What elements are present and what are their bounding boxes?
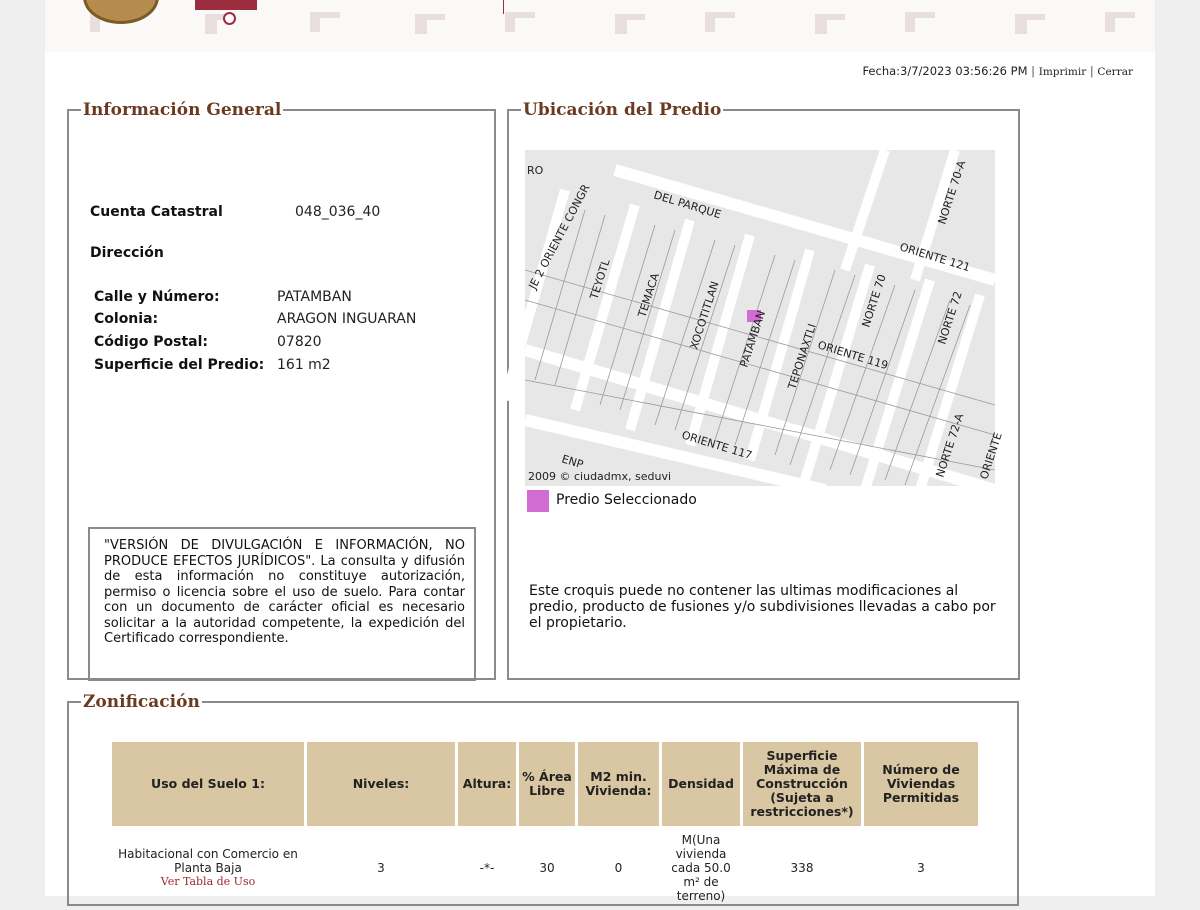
logo-divider <box>503 0 504 14</box>
selected-parcel-legend: Predio Seleccionado <box>556 492 697 508</box>
codigo-postal-value: 07820 <box>277 334 322 350</box>
info-general-title: Información General <box>83 100 282 120</box>
map-label: JE 2 ORIENTE CONGR <box>526 182 593 292</box>
zonificacion-table <box>109 742 981 910</box>
col-densidad: Densidad <box>662 742 740 826</box>
zonificacion-title: Zonificación <box>83 692 200 712</box>
map-note: Este croquis puede no contener las ultimas modificaciones al predio, producto de fusiones y/o subdivisiones llevadas a cabo por el propietario. <box>529 583 996 631</box>
map-canvas <box>525 150 1005 486</box>
cuenta-value: 048_036_40 <box>295 204 381 220</box>
map-label: ORIENTE <box>977 430 1005 481</box>
colonia-value: ARAGON INGUARAN <box>277 311 417 327</box>
imprimir-link[interactable]: Imprimir <box>1038 66 1087 78</box>
cuenta-label: Cuenta Catastral <box>90 204 223 220</box>
info-general-panel <box>67 100 496 680</box>
direccion-label: Dirección <box>90 245 164 261</box>
map-label: ORIENTE 117 <box>680 428 754 463</box>
col-m2-min: M2 min. Vivienda: <box>578 742 659 826</box>
location-map[interactable] <box>525 150 1005 486</box>
calle-label: Calle y Número: <box>94 289 220 305</box>
map-label: TEMACA <box>635 271 662 319</box>
map-credit: 2009 © ciudadmx, seduvi <box>528 470 672 483</box>
col-superficie-max: Superficie Máxima de Construcción (Sujeta a restricciones*) <box>743 742 861 826</box>
fecha-text: Fecha:3/7/2023 03:56:26 PM <box>862 64 1028 78</box>
col-num-viviendas: Número de Viviendas Permitidas <box>864 742 978 826</box>
cell-viviendas: 3 <box>917 861 925 875</box>
col-area-libre: % Área Libre <box>519 742 575 826</box>
map-label: ORIENTE 119 <box>816 338 890 373</box>
map-label: ENP <box>560 452 585 472</box>
cell-m2-min: 0 <box>614 861 623 875</box>
map-label: TEPONAXTLI <box>785 322 819 391</box>
header-meta: Fecha:3/7/2023 03:56:26 PM | Imprimir | Cerrar <box>862 64 1133 78</box>
agency-logo <box>195 0 257 10</box>
cell-altura: -*- <box>479 861 495 875</box>
header-banner <box>45 0 1155 52</box>
col-uso-suelo: Uso del Suelo 1: <box>112 742 304 826</box>
zonificacion-panel <box>67 692 1019 906</box>
map-label: PATAMBAN <box>737 309 769 369</box>
ubicacion-panel <box>507 100 1020 680</box>
map-label: ORIENTE 121 <box>898 240 972 275</box>
map-label: NORTE 70 <box>859 272 889 329</box>
calle-value: PATAMBAN <box>277 289 352 305</box>
uso-text: Habitacional con Comercio en Planta Baja <box>118 847 298 875</box>
agency-logo-ring <box>223 12 236 25</box>
ubicacion-title: Ubicación del Predio <box>523 100 722 120</box>
codigo-postal-label: Código Postal: <box>94 334 208 350</box>
col-niveles: Niveles: <box>307 742 455 826</box>
map-label: NORTE 70-A <box>935 158 969 226</box>
cell-niveles: 3 <box>377 861 385 875</box>
table-row <box>112 826 978 910</box>
cell-uso <box>112 826 304 910</box>
map-label: DEL PARQUE <box>652 188 723 222</box>
map-label: NORTE 72 <box>935 289 965 346</box>
cell-densidad: M(Una vivienda cada 50.0 m² de terreno) <box>671 833 731 903</box>
colonia-label: Colonia: <box>94 311 159 327</box>
disclaimer-box: "VERSIÓN DE DIVULGACIÓN E INFORMACIÓN, NO PRODUCE EFECTOS JURÍDICOS". La consulta y difusión de esta información no constituye autorización, permiso o licencia sobre el uso de suelo. Para contar con un documento de carácter oficial es necesario solicitar a la autoridad competente, la expedición del Certificado correspondiente. <box>88 527 476 681</box>
table-header-row <box>112 742 978 826</box>
cell-area-libre: 30 <box>539 861 555 875</box>
selected-parcel-swatch <box>527 490 549 512</box>
map-label: NORTE 72-A <box>933 411 967 479</box>
map-label: RO <box>527 164 544 177</box>
cell-superficie: 338 <box>790 861 814 875</box>
superficie-label: Superficie del Predio: <box>94 357 265 373</box>
col-altura: Altura: <box>458 742 516 826</box>
superficie-value: 161 m2 <box>277 357 331 373</box>
map-label: TEYOTL <box>587 257 613 301</box>
page <box>45 0 1155 903</box>
map-label: XOCOTITLAN <box>687 279 722 351</box>
cerrar-link[interactable]: Cerrar <box>1097 66 1133 78</box>
ver-tabla-uso-link[interactable]: Ver Tabla de Uso <box>160 875 256 888</box>
